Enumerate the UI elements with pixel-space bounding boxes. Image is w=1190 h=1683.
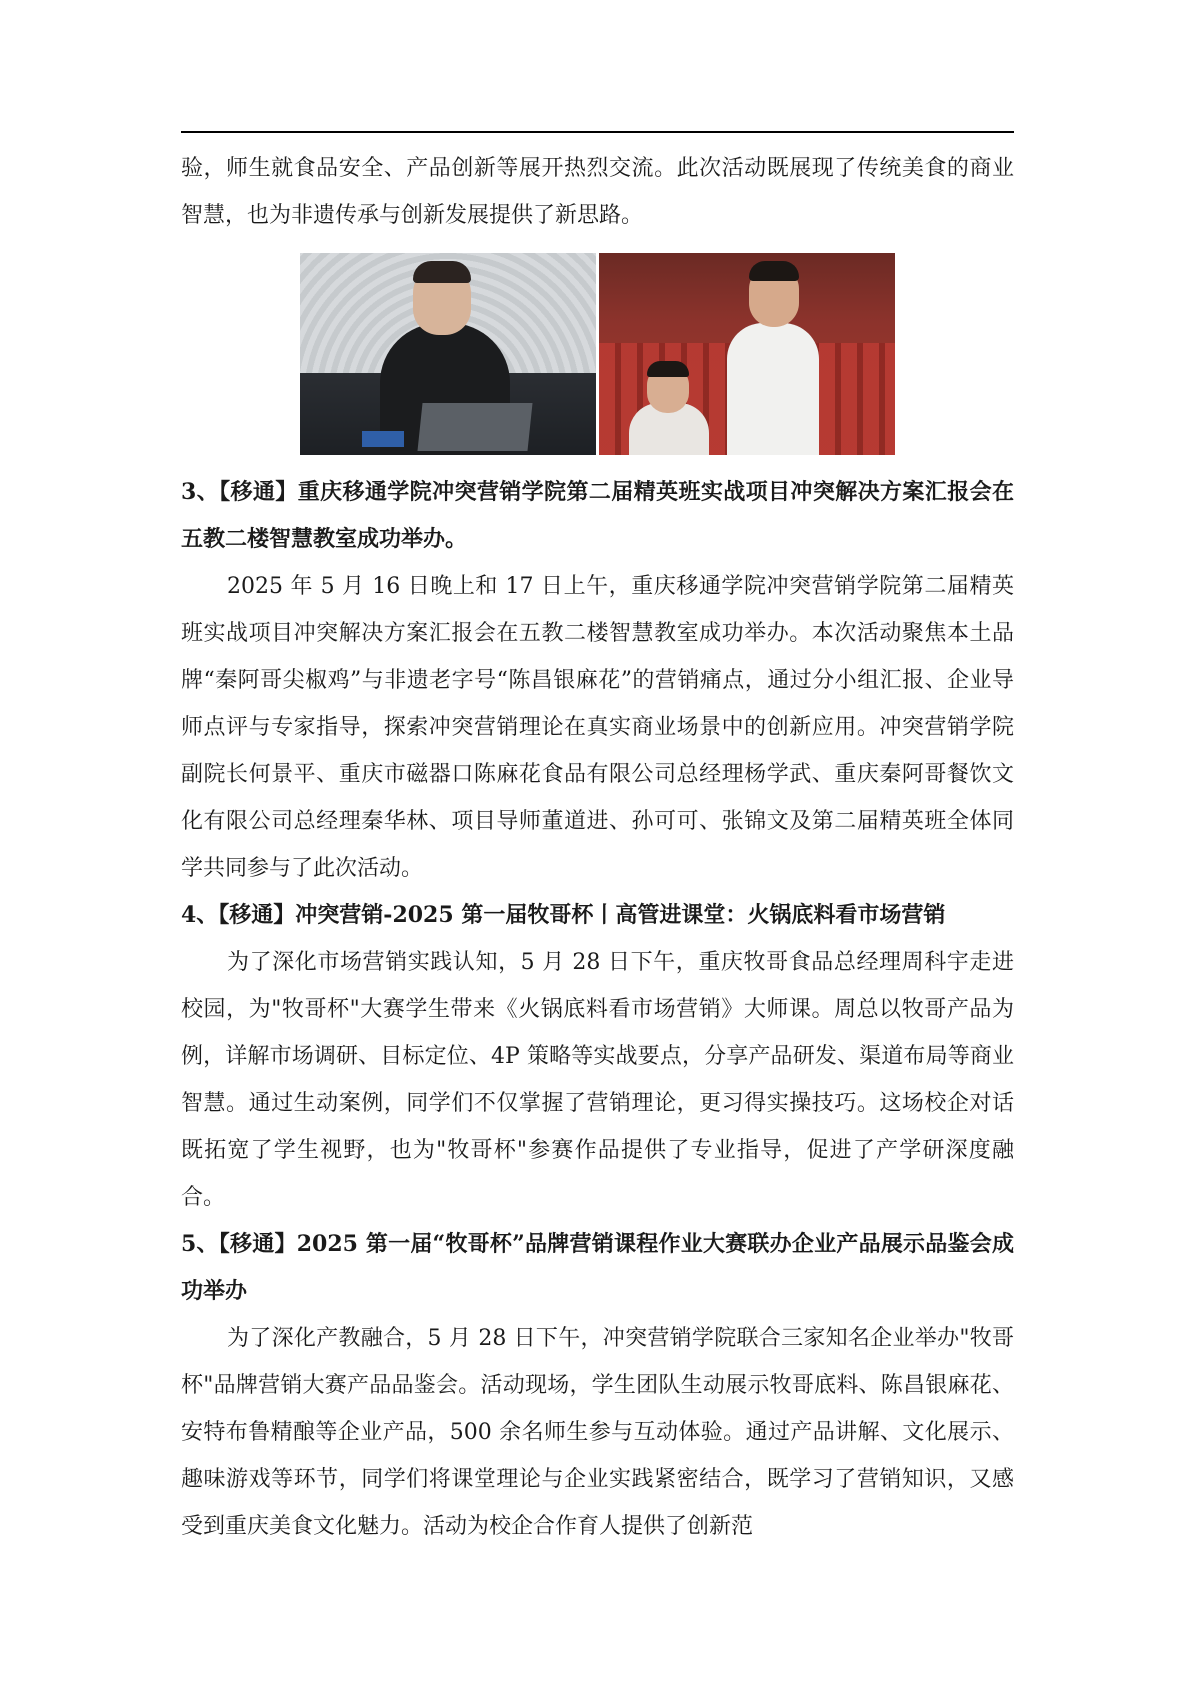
header-rule xyxy=(181,131,1014,133)
section-body-3: 2025 年 5 月 16 日晚上和 17 日上午，重庆移通学院冲突营销学院第二届精英班实战项目冲突解决方案汇报会在五教二楼智慧教室成功举办。本次活动聚焦本土品牌“秦阿哥尖椒鸡”与非遗老字号“陈昌银麻花”的营销痛点，通过分小组汇报、企业导师点评与专家指导，探索冲突营销理论在真实商业场景中的创新应用。冲突营销学院副院长何景平、重庆市磁器口陈麻花食品有限公司总经理杨学武、重庆秦阿哥餐饮文化有限公司总经理秦华林、项目导师董道进、孙可可、张锦文及第二届精英班全体同学共同参与了此次活动。 xyxy=(181,574,1014,881)
photo-row xyxy=(181,253,1014,455)
section-heading-5: 5、【移通】2025 第一届“牧哥杯”品牌营销课程作业大赛联办企业产品展示品鉴会成功举办 xyxy=(181,1231,1014,1304)
section-heading-3: 3、【移通】重庆移通学院冲突营销学院第二届精英班实战项目冲突解决方案汇报会在五教二楼智慧教室成功举办。 xyxy=(181,479,1014,552)
section-body-4: 为了深化市场营销实践认知，5 月 28 日下午，重庆牧哥食品总经理周科宇走进校园，为"牧哥杯"大赛学生带来《火锅底料看市场营销》大师课。周总以牧哥产品为例，详解市场调研、目标定位、4P 策略等实战要点，分享产品研发、渠道布局等商业智慧。通过生动案例，同学们不仅掌握了营销理论，更习得实操技巧。这场校企对话既拓宽了学生视野，也为"牧哥杯"参赛作品提供了专业指导，促进了产学研深度融合。 xyxy=(181,950,1014,1210)
photo-speaker-audience xyxy=(599,253,895,455)
document-body xyxy=(181,145,1014,1550)
paragraph-continuation: 验，师生就食品安全、产品创新等展开热烈交流。此次活动既展现了传统美食的商业智慧，也为非遗传承与创新发展提供了新思路。 xyxy=(181,156,1014,228)
section-body-5: 为了深化产教融合，5 月 28 日下午，冲突营销学院联合三家知名企业举办"牧哥杯"品牌营销大赛产品品鉴会。活动现场，学生团队生动展示牧哥底料、陈昌银麻花、安特布鲁精酿等企业产品，500 余名师生参与互动体验。通过产品讲解、文化展示、趣味游戏等环节，同学们将课堂理论与企业实践紧密结合，既学习了营销知识，又感受到重庆美食文化魅力。活动为校企合作育人提供了创新范 xyxy=(181,1326,1014,1539)
photo-speaker-lecture xyxy=(300,253,596,455)
section-heading-4: 4、【移通】冲突营销-2025 第一届牧哥杯丨高管进课堂：火锅底料看市场营销 xyxy=(181,902,946,928)
